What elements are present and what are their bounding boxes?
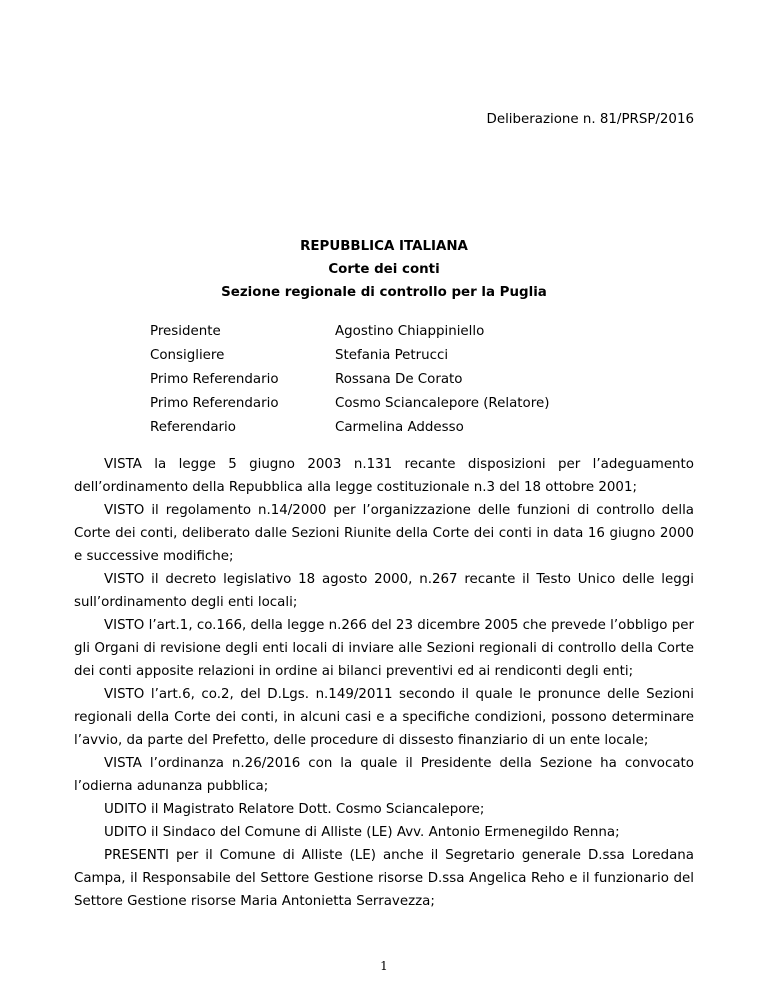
deliberation-number: Deliberazione n. 81/PRSP/2016: [486, 112, 694, 127]
members-list: [150, 320, 650, 440]
member-name: Rossana De Corato: [335, 372, 463, 387]
page-number: 1: [380, 959, 388, 973]
paragraph: UDITO il Sindaco del Comune di Alliste (LE) Avv. Antonio Ermenegildo Renna;: [104, 825, 620, 840]
member-name: Carmelina Addesso: [335, 420, 464, 435]
member-role: Primo Referendario: [150, 372, 279, 387]
paragraph: VISTA la legge 5 giugno 2003 n.131 recante disposizioni per l’adeguamento dell’ordinamento della Repubblica alla legge costituzionale n.3 del 18 ottobre 2001;: [74, 457, 694, 495]
member-row: [150, 344, 650, 368]
member-row: [150, 320, 650, 344]
heading-section: Sezione regionale di controllo per la Puglia: [221, 285, 547, 300]
member-name: Stefania Petrucci: [335, 348, 449, 363]
paragraph: UDITO il Magistrato Relatore Dott. Cosmo Sciancalepore;: [104, 802, 485, 817]
member-role: Referendario: [150, 420, 236, 435]
paragraph: VISTA l’ordinanza n.26/2016 con la quale il Presidente della Sezione ha convocato l’odierna adunanza pubblica;: [74, 756, 694, 794]
member-row: [150, 392, 650, 416]
member-name: Agostino Chiappiniello: [335, 324, 485, 339]
member-row: [150, 368, 650, 392]
body-text: [74, 453, 694, 913]
paragraph: VISTO l’art.1, co.166, della legge n.266 del 23 dicembre 2005 che prevede l’obbligo per gli Organi di revisione degli enti locali di inviare alle Sezioni regionali di controllo della Corte dei conti apposite relazioni in ordine ai bilanci preventivi ed ai rendiconti degli enti;: [74, 618, 694, 679]
paragraph: VISTO l’art.6, co.2, del D.Lgs. n.149/2011 secondo il quale le pronunce delle Sezioni regionali della Corte dei conti, in alcuni casi e a specifiche condizioni, possono determinare l’avvio, da parte del Prefetto, delle procedure di dissesto finanziario di un ente locale;: [74, 687, 694, 748]
member-role: Primo Referendario: [150, 396, 279, 411]
paragraph: PRESENTI per il Comune di Alliste (LE) anche il Segretario generale D.ssa Loredana Campa, il Responsabile del Settore Gestione risorse D.ssa Angelica Reho e il funzionario del Settore Gestione risorse Maria Antonietta Serravezza;: [74, 848, 694, 909]
member-role: Consigliere: [150, 348, 225, 363]
member-row: [150, 416, 650, 440]
paragraph: VISTO il regolamento n.14/2000 per l’organizzazione delle funzioni di controllo della Corte dei conti, deliberato dalle Sezioni Riunite della Corte dei conti in data 16 giugno 2000 e successive modifiche;: [74, 503, 694, 564]
heading-court: Corte dei conti: [328, 262, 440, 277]
member-role: Presidente: [150, 324, 221, 339]
member-name: Cosmo Sciancalepore (Relatore): [335, 396, 550, 411]
heading-republic: REPUBBLICA ITALIANA: [300, 239, 468, 254]
paragraph: VISTO il decreto legislativo 18 agosto 2000, n.267 recante il Testo Unico delle leggi sull’ordinamento degli enti locali;: [74, 572, 694, 610]
